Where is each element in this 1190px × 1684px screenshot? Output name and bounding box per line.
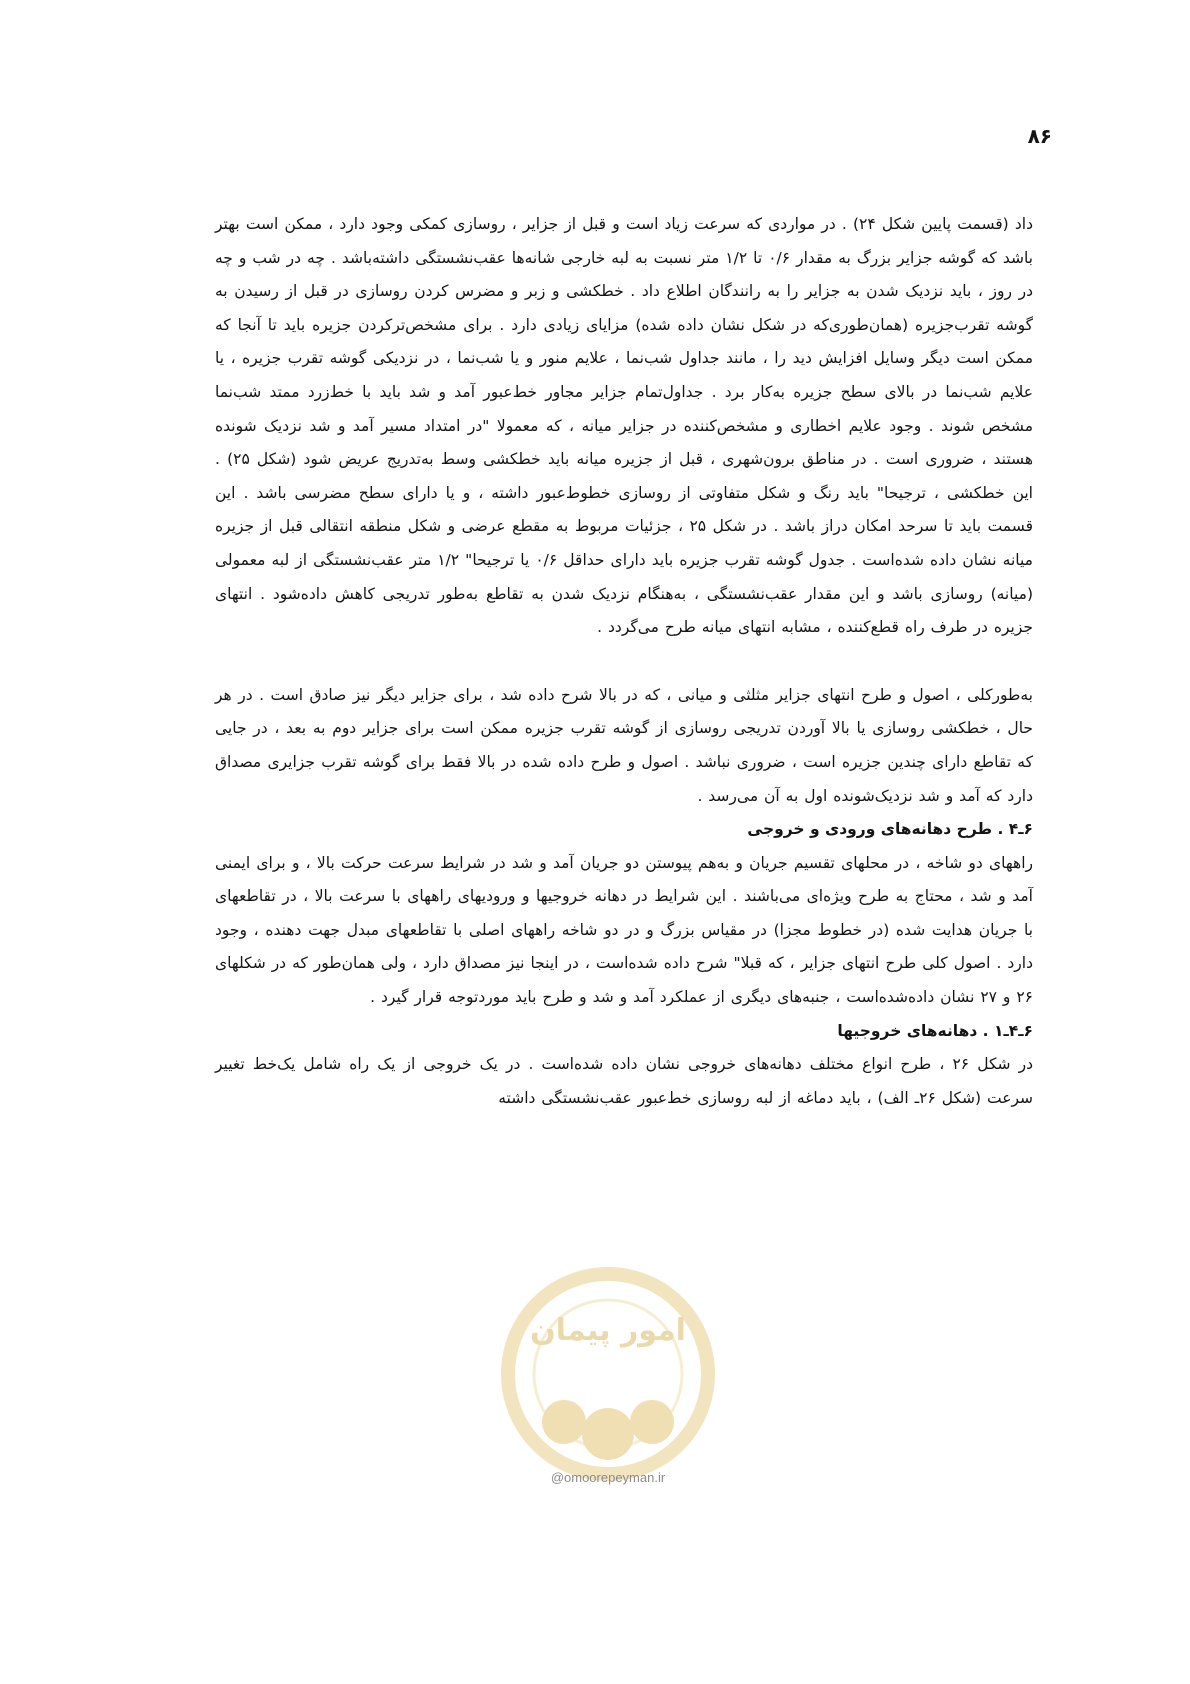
page-number: ۸۶ bbox=[1027, 124, 1052, 148]
watermark-logo-text: امور پیمان bbox=[530, 1313, 686, 1348]
paragraph-exit-design: در شکل ۲۶ ، طرح انواع مختلف دهانه‌های خروجی نشان داده شده‌است . در یک خروجی از یک راه شامل یک‌خط تغییر سرعت (شکل ۲۶ـ الف) ، باید دماغه از لبه روسازی خط‌عبور عقب‌نشستگی داشته bbox=[215, 1055, 1034, 1107]
section-heading-entrances-exits: ۶ـ۴ . طرح دهانه‌های ورودی و خروجی bbox=[747, 820, 1033, 839]
watermark-site: @omoorepeyman.ir bbox=[550, 1470, 666, 1485]
gear-icon bbox=[542, 1400, 674, 1460]
watermark-ring bbox=[508, 1274, 708, 1474]
subsection-heading-exits: ۶ـ۴ـ۱ . دهانه‌های خروجیها bbox=[837, 1021, 1033, 1040]
paragraph-island-approach: داد (قسمت پایین شکل ۲۴) . در مواردی که سرعت زیاد است و قبل از جزایر ، روسازی کمکی وجود دارد ، ممکن است بهتر باشد که گوشه جزایر بزرگ به مقدار ۰/۶ تا ۱/۲ متر نسبت به لبه خارجی شانه‌ها عقب‌نشستگی داشته‌باشد . چه در شب و چه در روز ، باید نزدیک شدن به جزایر را به رانندگان اطلاع داد . خطکشی و زبر و مضرس کردن روسازی در قبل از رسیدن به گوشه تقرب‌جزیره (همان‌طوری‌که در شکل نشان داده شده) مزایای زیادی دارد . برای مشخص‌ترکردن جزیره باید تا آنجا که ممکن است دیگر وسایل افزایش دید را ، مانند جداول شب‌نما ، علایم منور و یا شب‌نما ، در نزدیکی گوشه تقرب جزیره ، یا علایم شب‌نما در بالای سطح جزیره به‌کار برد . جداول‌تمام جزایر مجاور خط‌عبور آمد و شد باید با خط‌زرد ممتد شب‌نما مشخص شوند . وجود علایم اخطاری و مشخص‌کننده در جزایر میانه ، که معمولا "در امتداد مسیر آمد و شد نزدیک شونده هستند ، ضروری است . در مناطق برون‌شهری ، قبل از جزیره میانه باید خطکشی وسط به‌تدریج عریض شود (شکل ۲۵) . این خطکشی ، ترجیحا" باید رنگ و شکل متفاوتی از روسازی خطوط‌عبور داشته ، و یا دارای سطح مضرسی باشد . این قسمت باید تا سرحد امکان دراز باشد . در شکل ۲۵ ، جزئیات مربوط به مقطع عرضی و شکل منطقه انتقالی قبل از جزیره میانه نشان داده شده‌است . جدول گوشه تقرب جزیره باید دارای حداقل ۰/۶ یا ترجیحا" ۱/۲ متر عقب‌نشستگی از لبه معمولی (میانه) روسازی باشد و این مقدار عقب‌نشستگی ، به‌هنگام نزدیک شدن به تقاطع به‌طور تدریجی کاهش داده‌شود . انتهای جزیره در طرف راه قطع‌کننده ، مشابه انتهای میانه طرح می‌گردد . bbox=[215, 215, 1033, 637]
document-body bbox=[215, 208, 1033, 1115]
watermark-inner-ring bbox=[534, 1300, 682, 1448]
paragraph-two-branch-roads: راههای دو شاخه ، در محلهای تقسیم جریان و به‌هم پیوستن دو جریان آمد و شد در شرایط سرعت حرکت بالا ، و برای ایمنی آمد و شد ، محتاج به طرح ویژه‌ای می‌باشند . این شرایط در دهانه خروجیها و ورودیهای راههای با سرعت بالا ، در تقاطعهای با جریان هدایت شده (در خطوط مجزا) در مقیاس بزرگ و در دو شاخه راههای اصلی با تقاطعهای مبدل جهت دهنده ، وجود دارد . اصول کلی طرح انتهای جزایر ، که قبلا" شرح داده شده‌است ، در اینجا نیز مصداق دارد ، ولی همان‌طور که در شکلهای ۲۶ و ۲۷ نشان داده‌شده‌است ، جنبه‌های دیگری از عملکرد آمد و شد و طرح باید موردتوجه قرار گیرد . bbox=[215, 853, 1033, 1007]
paragraph-general-principles: به‌طورکلی ، اصول و طرح انتهای جزایر مثلثی و میانی ، که در بالا شرح داده شد ، برای جزایر دیگر نیز صادق است . در هر حال ، خطکشی روسازی یا بالا آوردن تدریجی روسازی از گوشه تقرب جزیره ممکن است برای جزایر دوم به بعد ، در جایی که تقاطع دارای چندین جزیره است ، ضروری نباشد . اصول و طرح داده شده در بالا فقط برای گوشه تقرب جزایری مصداق دارد که آمد و شد نزدیک‌شونده اول به آن می‌رسد . bbox=[215, 685, 1033, 805]
